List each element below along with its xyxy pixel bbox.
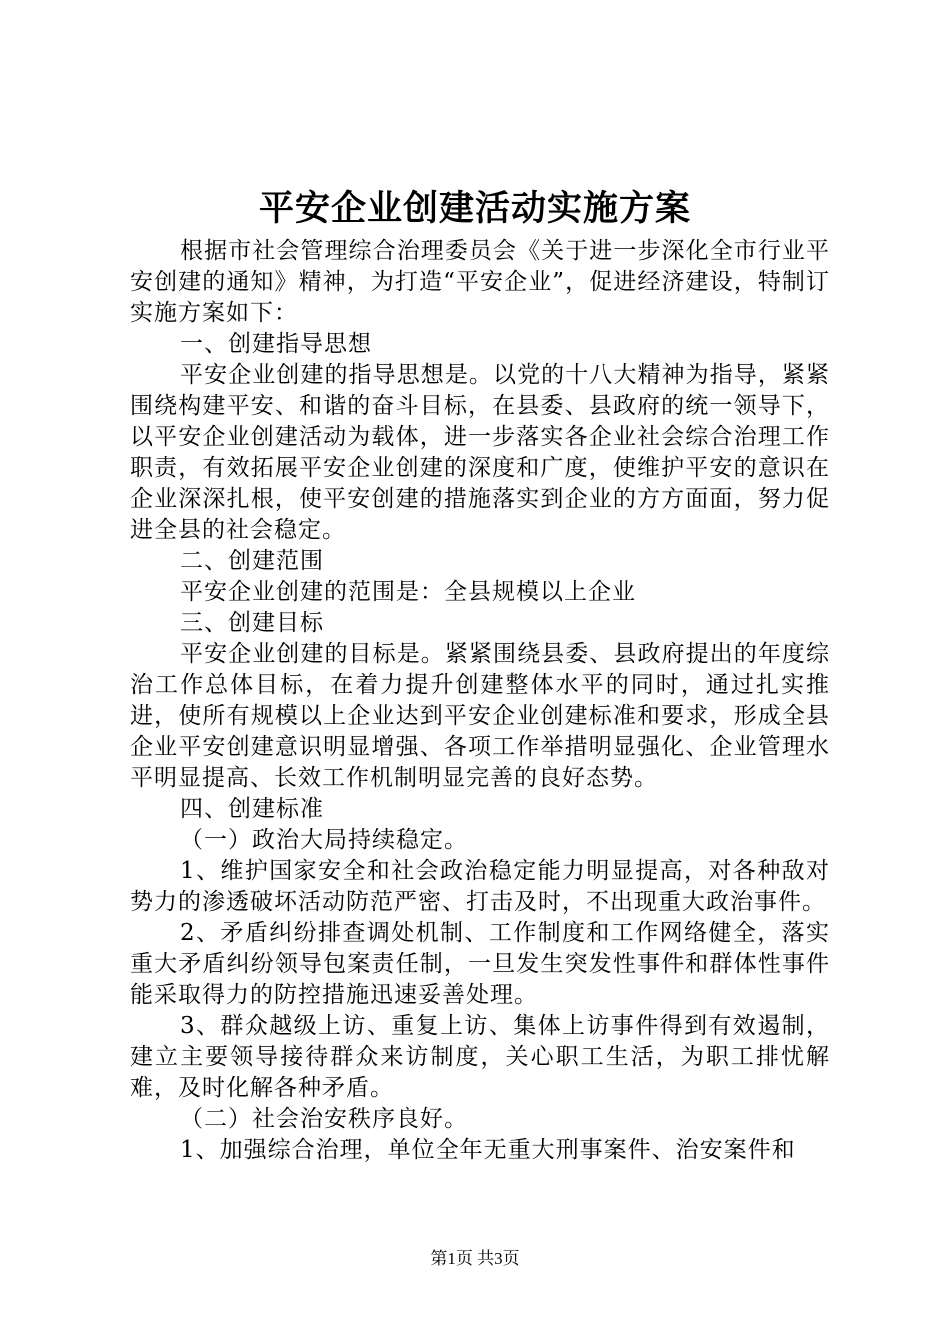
- page-footer: 第1页 共3页: [430, 1249, 520, 1268]
- paragraph-intro: 根据市社会管理综合治理委员会《关于进一步深化全市行业平安创建的通知》精神，为打造“平安企业”，促进经济建设，特制订实施方案如下：: [130, 238, 830, 326]
- paragraph-guiding-ideology: 平安企业创建的指导思想是。以党的十八大精神为指导，紧紧围绕构建平安、和谐的奋斗目标，在县委、县政府的统一领导下，以平安企业创建活动为载体，进一步落实各企业社会综合治理工作职责，有效拓展平安企业创建的深度和广度，使维护平安的意识在企业深深扎根，使平安创建的措施落实到企业的方方面面，努力促进全县的社会稳定。: [130, 362, 830, 543]
- paragraph-scope: 平安企业创建的范围是：全县规模以上企业: [180, 579, 636, 605]
- list-item-2: 2、矛盾纠纷排查调处机制、工作制度和工作网络健全，落实重大矛盾纠纷领导包案责任制，一旦发生突发性事件和群体性事件能采取得力的防控措施迅速妥善处理。: [130, 920, 830, 1008]
- subheading-public-order: （二）社会治安秩序良好。: [180, 1106, 468, 1132]
- list-item-3: 3、群众越级上访、重复上访、集体上访事件得到有效遏制，建立主要领导接待群众来访制度，关心职工生活，为职工排忧解难，及时化解各种矛盾。: [130, 1013, 830, 1101]
- document-body: [130, 236, 830, 1166]
- paragraph-goals: 平安企业创建的目标是。紧紧围绕县委、县政府提出的年度综治工作总体目标，在着力提升创建整体水平的同时，通过扎实推进，使所有规模以上企业达到平安企业创建标准和要求，形成全县企业平安创建意识明显增强、各项工作举措明显强化、企业管理水平明显提高、长效工作机制明显完善的良好态势。: [130, 641, 830, 791]
- heading-scope: 二、创建范围: [180, 548, 324, 574]
- list-item-1: 1、维护国家安全和社会政治稳定能力明显提高，对各种敌对势力的渗透破坏活动防范严密、打击及时，不出现重大政治事件。: [130, 858, 830, 915]
- list-item-4: 1、加强综合治理，单位全年无重大刑事案件、治安案件和: [180, 1137, 796, 1163]
- document-title: 平安企业创建活动实施方案: [258, 188, 691, 229]
- heading-guiding-ideology: 一、创建指导思想: [180, 331, 372, 357]
- heading-standards: 四、创建标准: [180, 796, 324, 822]
- heading-goals: 三、创建目标: [180, 610, 324, 636]
- subheading-political-stability: （一）政治大局持续稳定。: [180, 827, 468, 853]
